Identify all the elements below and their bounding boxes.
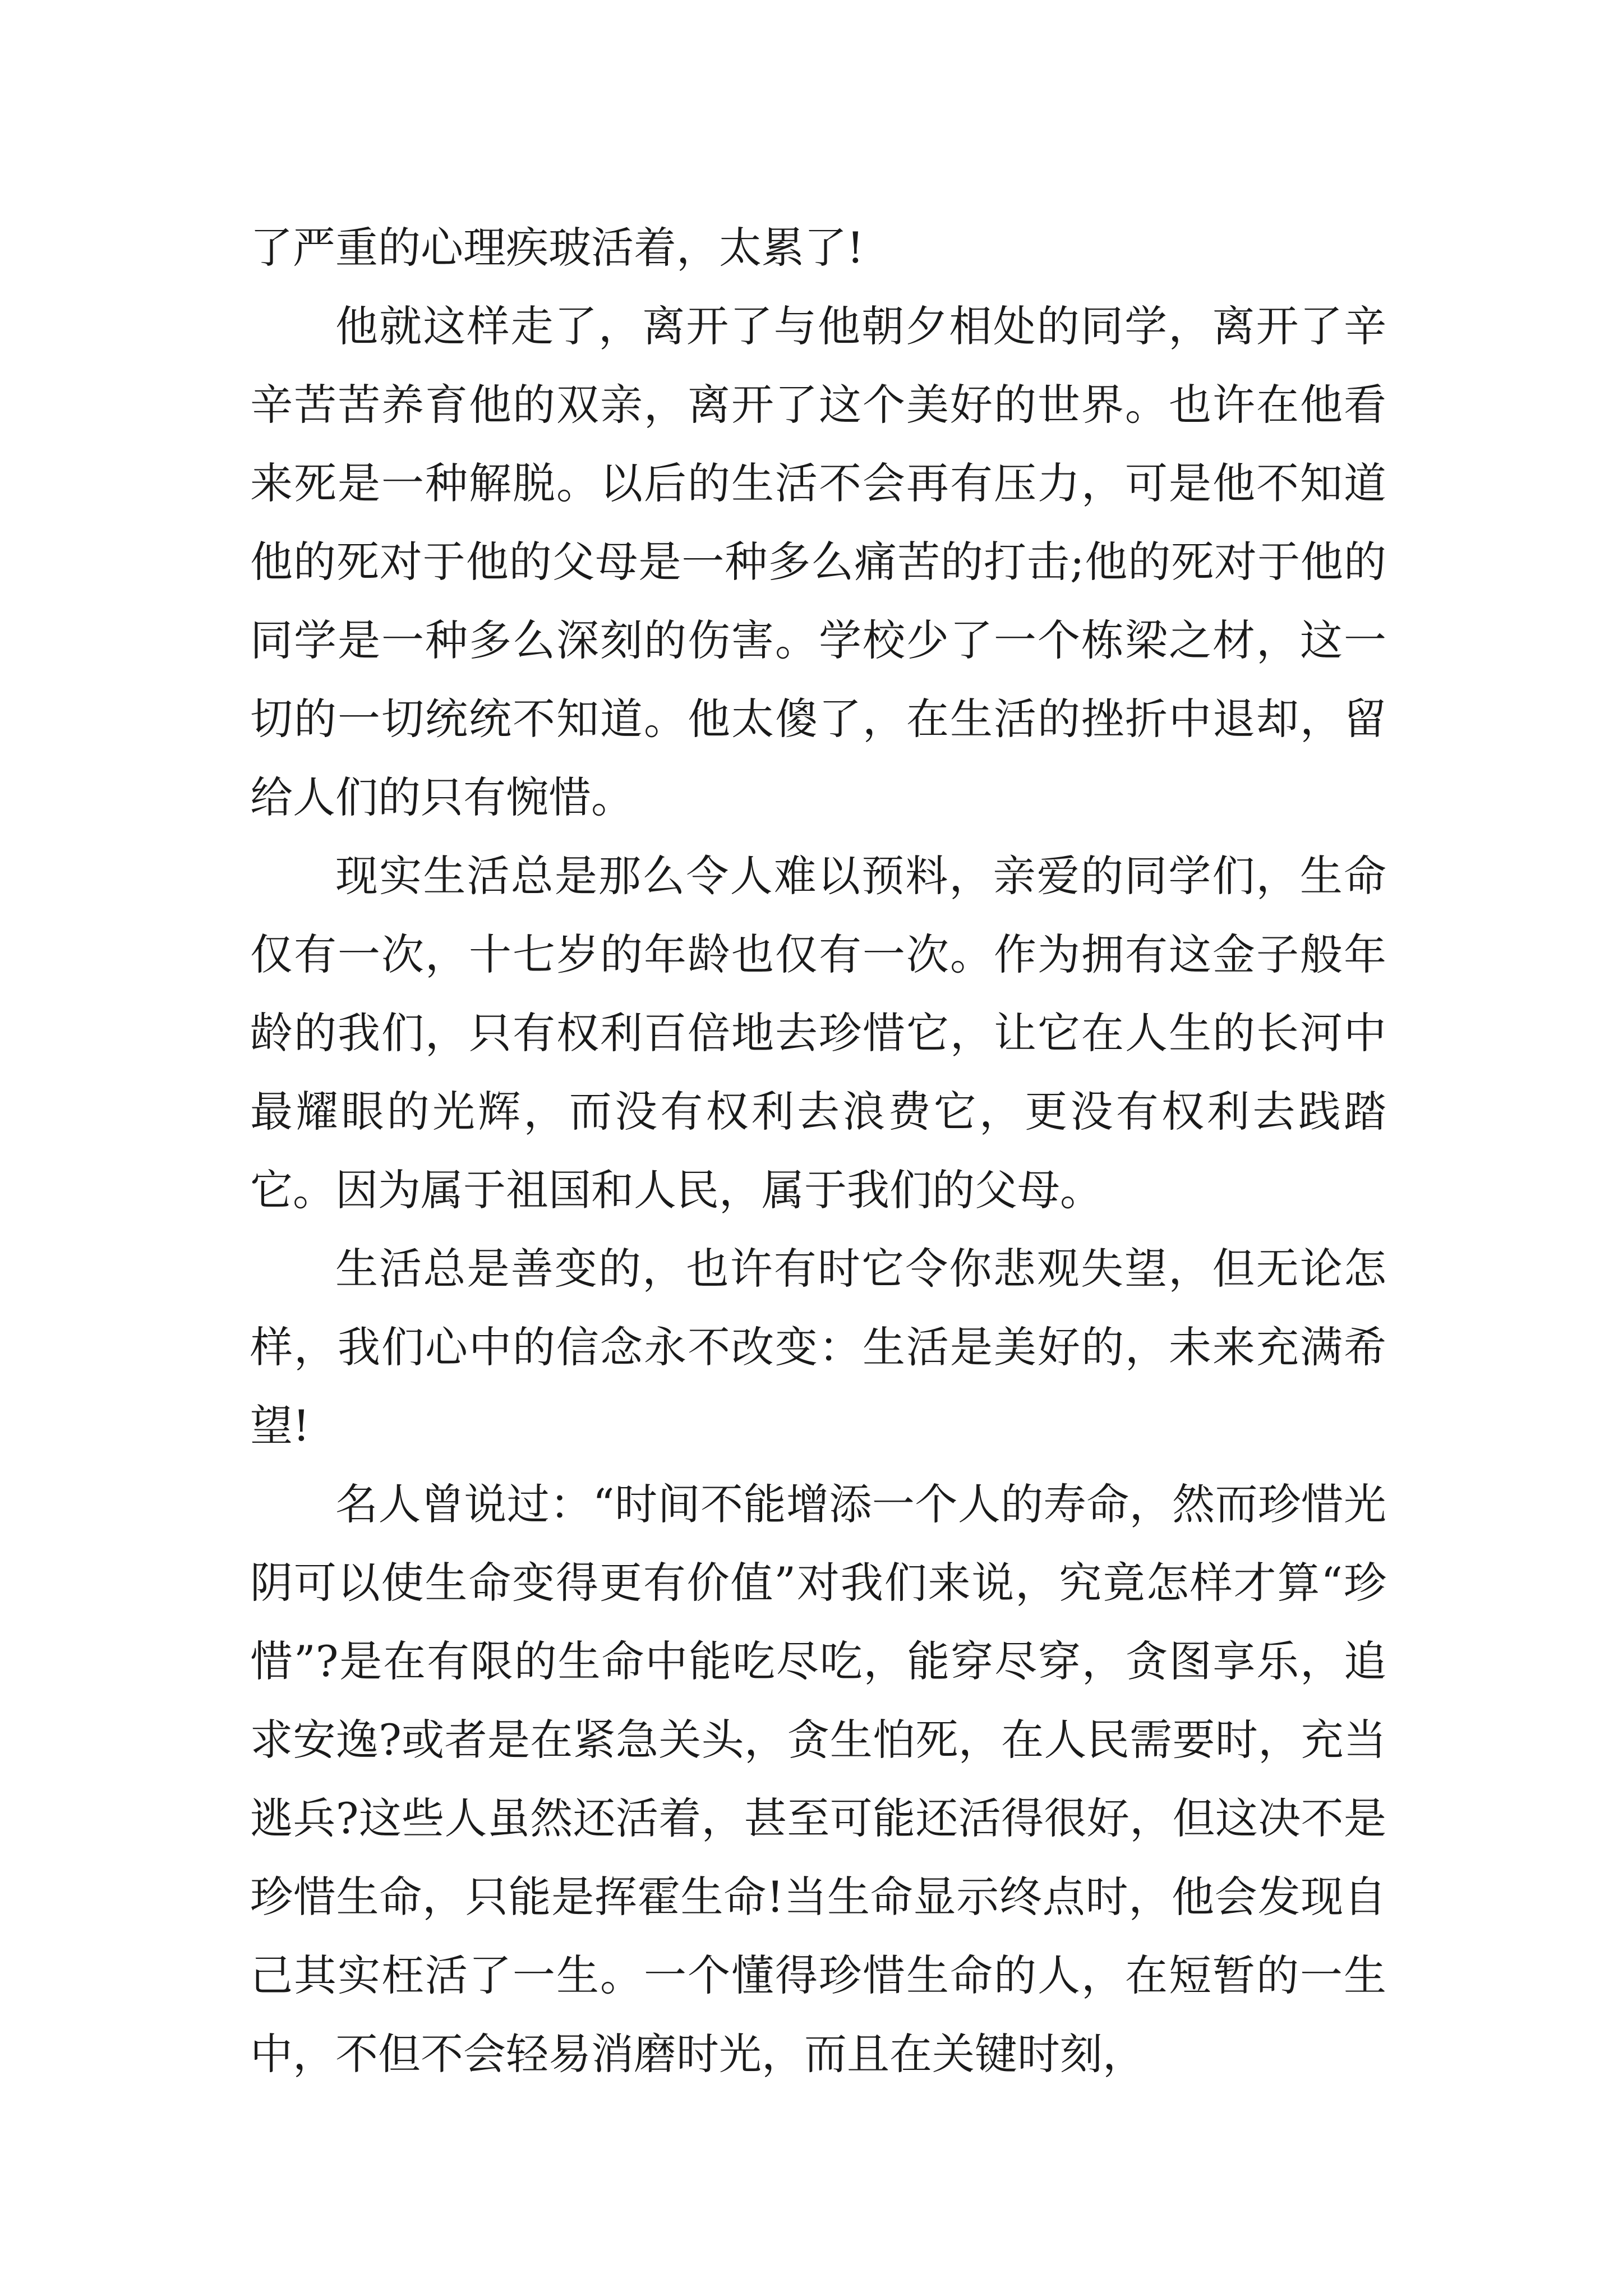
paragraph-3: 现实生活总是那么令人难以预料，亲爱的同学们，生命仅有一次，十七岁的年龄也仅有一次。作为拥有这金子般年龄的我们，只有权利百倍地去珍惜它，让它在人生的长河中最耀眼的光辉，而没有权利去浪费它，更没有权利去践踏它。因为属于祖国和人民，属于我们的父母。 bbox=[250, 851, 1386, 1215]
paragraph-1: 了严重的心理疾玻活着，太累了! bbox=[250, 223, 864, 273]
paragraph-2: 他就这样走了，离开了与他朝夕相处的同学，离开了辛辛苦苦养育他的双亲，离开了这个美好的世界。也许在他看来死是一种解脱。以后的生活不会再有压力，可是他不知道他的死对于他的父母是一种多么痛苦的打击;他的死对于他的同学是一种多么深刻的伤害。学校少了一个栋梁之材，这一切的一切统统不知道。他太傻了，在生活的挫折中退却，留给人们的只有惋惜。 bbox=[250, 301, 1386, 822]
paragraph-5: 名人曾说过：“时间不能增添一个人的寿命，然而珍惜光阴可以使生命变得更有价值”对我们来说，究竟怎样才算“珍惜”?是在有限的生命中能吃尽吃，能穿尽穿，贪图享乐，追求安逸?或者是在紧急关头，贪生怕死，在人民需要时，充当逃兵?这些人虽然还活着，甚至可能还活得很好，但这决不是珍惜生命，只能是挥霍生命!当生命显示终点时，他会发现自己其实枉活了一生。一个懂得珍惜生命的人，在短暂的一生中，不但不会轻易消磨时光，而且在关键时刻， bbox=[250, 1479, 1386, 2079]
document-body bbox=[250, 209, 1386, 2093]
paragraph-4: 生活总是善变的，也许有时它令你悲观失望，但无论怎样，我们心中的信念永不改变：生活是美好的，未来充满希望! bbox=[250, 1244, 1386, 1451]
